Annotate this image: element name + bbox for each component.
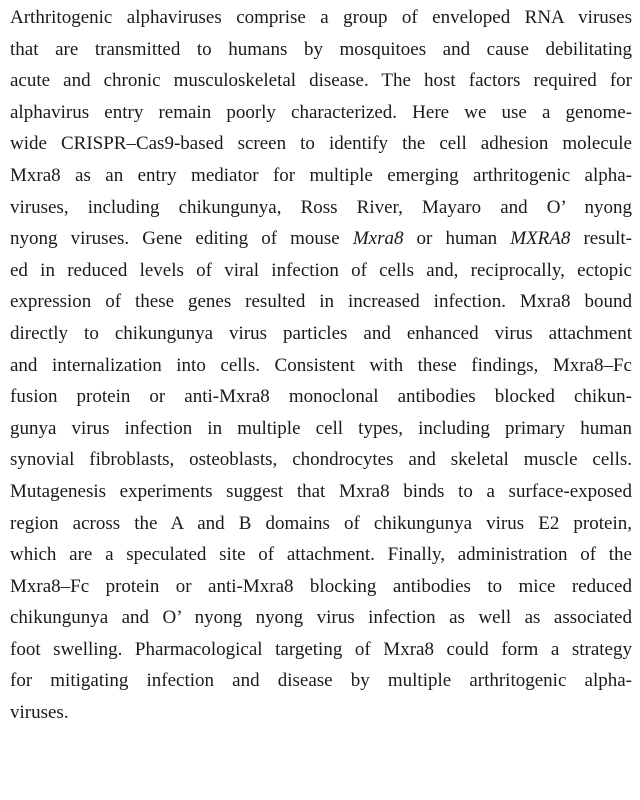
text-line — [10, 286, 632, 318]
text-run: acute and chronic musculoskeletal disease. The host factors required for — [10, 70, 632, 92]
text-line — [10, 2, 632, 34]
text-line — [10, 634, 632, 666]
gene-name-human: MXRA8 — [510, 228, 571, 250]
text-line — [10, 508, 632, 540]
text-run: Mxra8 as an entry mediator for multiple emerging arthritogenic alpha- — [10, 164, 632, 186]
text-line — [10, 318, 632, 350]
text-run: viruses, including chikungunya, Ross River, Mayaro and O’ nyong — [10, 196, 632, 218]
text-line — [10, 476, 632, 508]
text-line — [10, 571, 632, 603]
text-line — [10, 255, 632, 287]
gene-name-mouse: Mxra8 — [352, 228, 404, 250]
text-run: region across the A and B domains of chikungunya virus E2 protein, — [10, 512, 632, 534]
text-line — [10, 97, 632, 129]
text-run: ed in reduced levels of viral infection of cells and, reciprocally, ectopic — [10, 259, 632, 281]
text-run: result- — [570, 228, 633, 250]
text-run: that are transmitted to humans by mosquitoes and cause debilitating — [10, 38, 632, 60]
text-line — [10, 539, 632, 571]
text-line — [10, 350, 632, 382]
text-run: fusion protein or anti-Mxra8 monoclonal antibodies blocked chikun- — [10, 386, 632, 408]
text-run: Mxra8–Fc protein or anti-Mxra8 blocking antibodies to mice reduced — [10, 575, 632, 597]
text-run: which are a speculated site of attachment. Finally, administration of the — [10, 544, 632, 566]
text-line — [10, 413, 632, 445]
text-run: gunya virus infection in multiple cell types, including primary human — [10, 417, 632, 439]
text-run: Arthritogenic alphaviruses comprise a group of enveloped RNA viruses — [10, 7, 632, 28]
text-line — [10, 665, 632, 697]
text-run: foot swelling. Pharmacological targeting of Mxra8 could form a strategy — [10, 638, 632, 660]
text-line — [10, 192, 632, 224]
text-run: or human — [403, 228, 511, 250]
text-line — [10, 160, 632, 192]
text-run: synovial fibroblasts, osteoblasts, chondrocytes and skeletal muscle cells. — [10, 449, 632, 471]
text-run: for mitigating infection and disease by multiple arthritogenic alpha- — [10, 670, 632, 692]
text-run: and internalization into cells. Consistent with these findings, Mxra8–Fc — [10, 354, 632, 376]
text-run: chikungunya and O’ nyong nyong virus infection as well as associated — [10, 607, 632, 629]
text-line — [10, 65, 632, 97]
text-run: alphavirus entry remain poorly characterized. Here we use a genome- — [10, 101, 632, 123]
text-line — [10, 128, 632, 160]
text-run: Mutagenesis experiments suggest that Mxra8 binds to a surface-exposed — [10, 480, 632, 502]
text-line — [10, 444, 632, 476]
text-line — [10, 381, 632, 413]
text-run: wide CRISPR–Cas9-based screen to identify the cell adhesion molecule — [10, 133, 632, 155]
text-line — [10, 602, 632, 634]
text-run: expression of these genes resulted in increased infection. Mxra8 bound — [10, 291, 632, 313]
text-run: nyong viruses. Gene editing of mouse — [10, 228, 353, 250]
text-line — [10, 697, 632, 729]
text-run: directly to chikungunya virus particles and enhanced virus attachment — [10, 322, 632, 344]
text-line — [10, 223, 632, 255]
text-run: viruses. — [10, 702, 69, 724]
text-line — [10, 34, 632, 66]
abstract-paragraph — [10, 2, 632, 729]
